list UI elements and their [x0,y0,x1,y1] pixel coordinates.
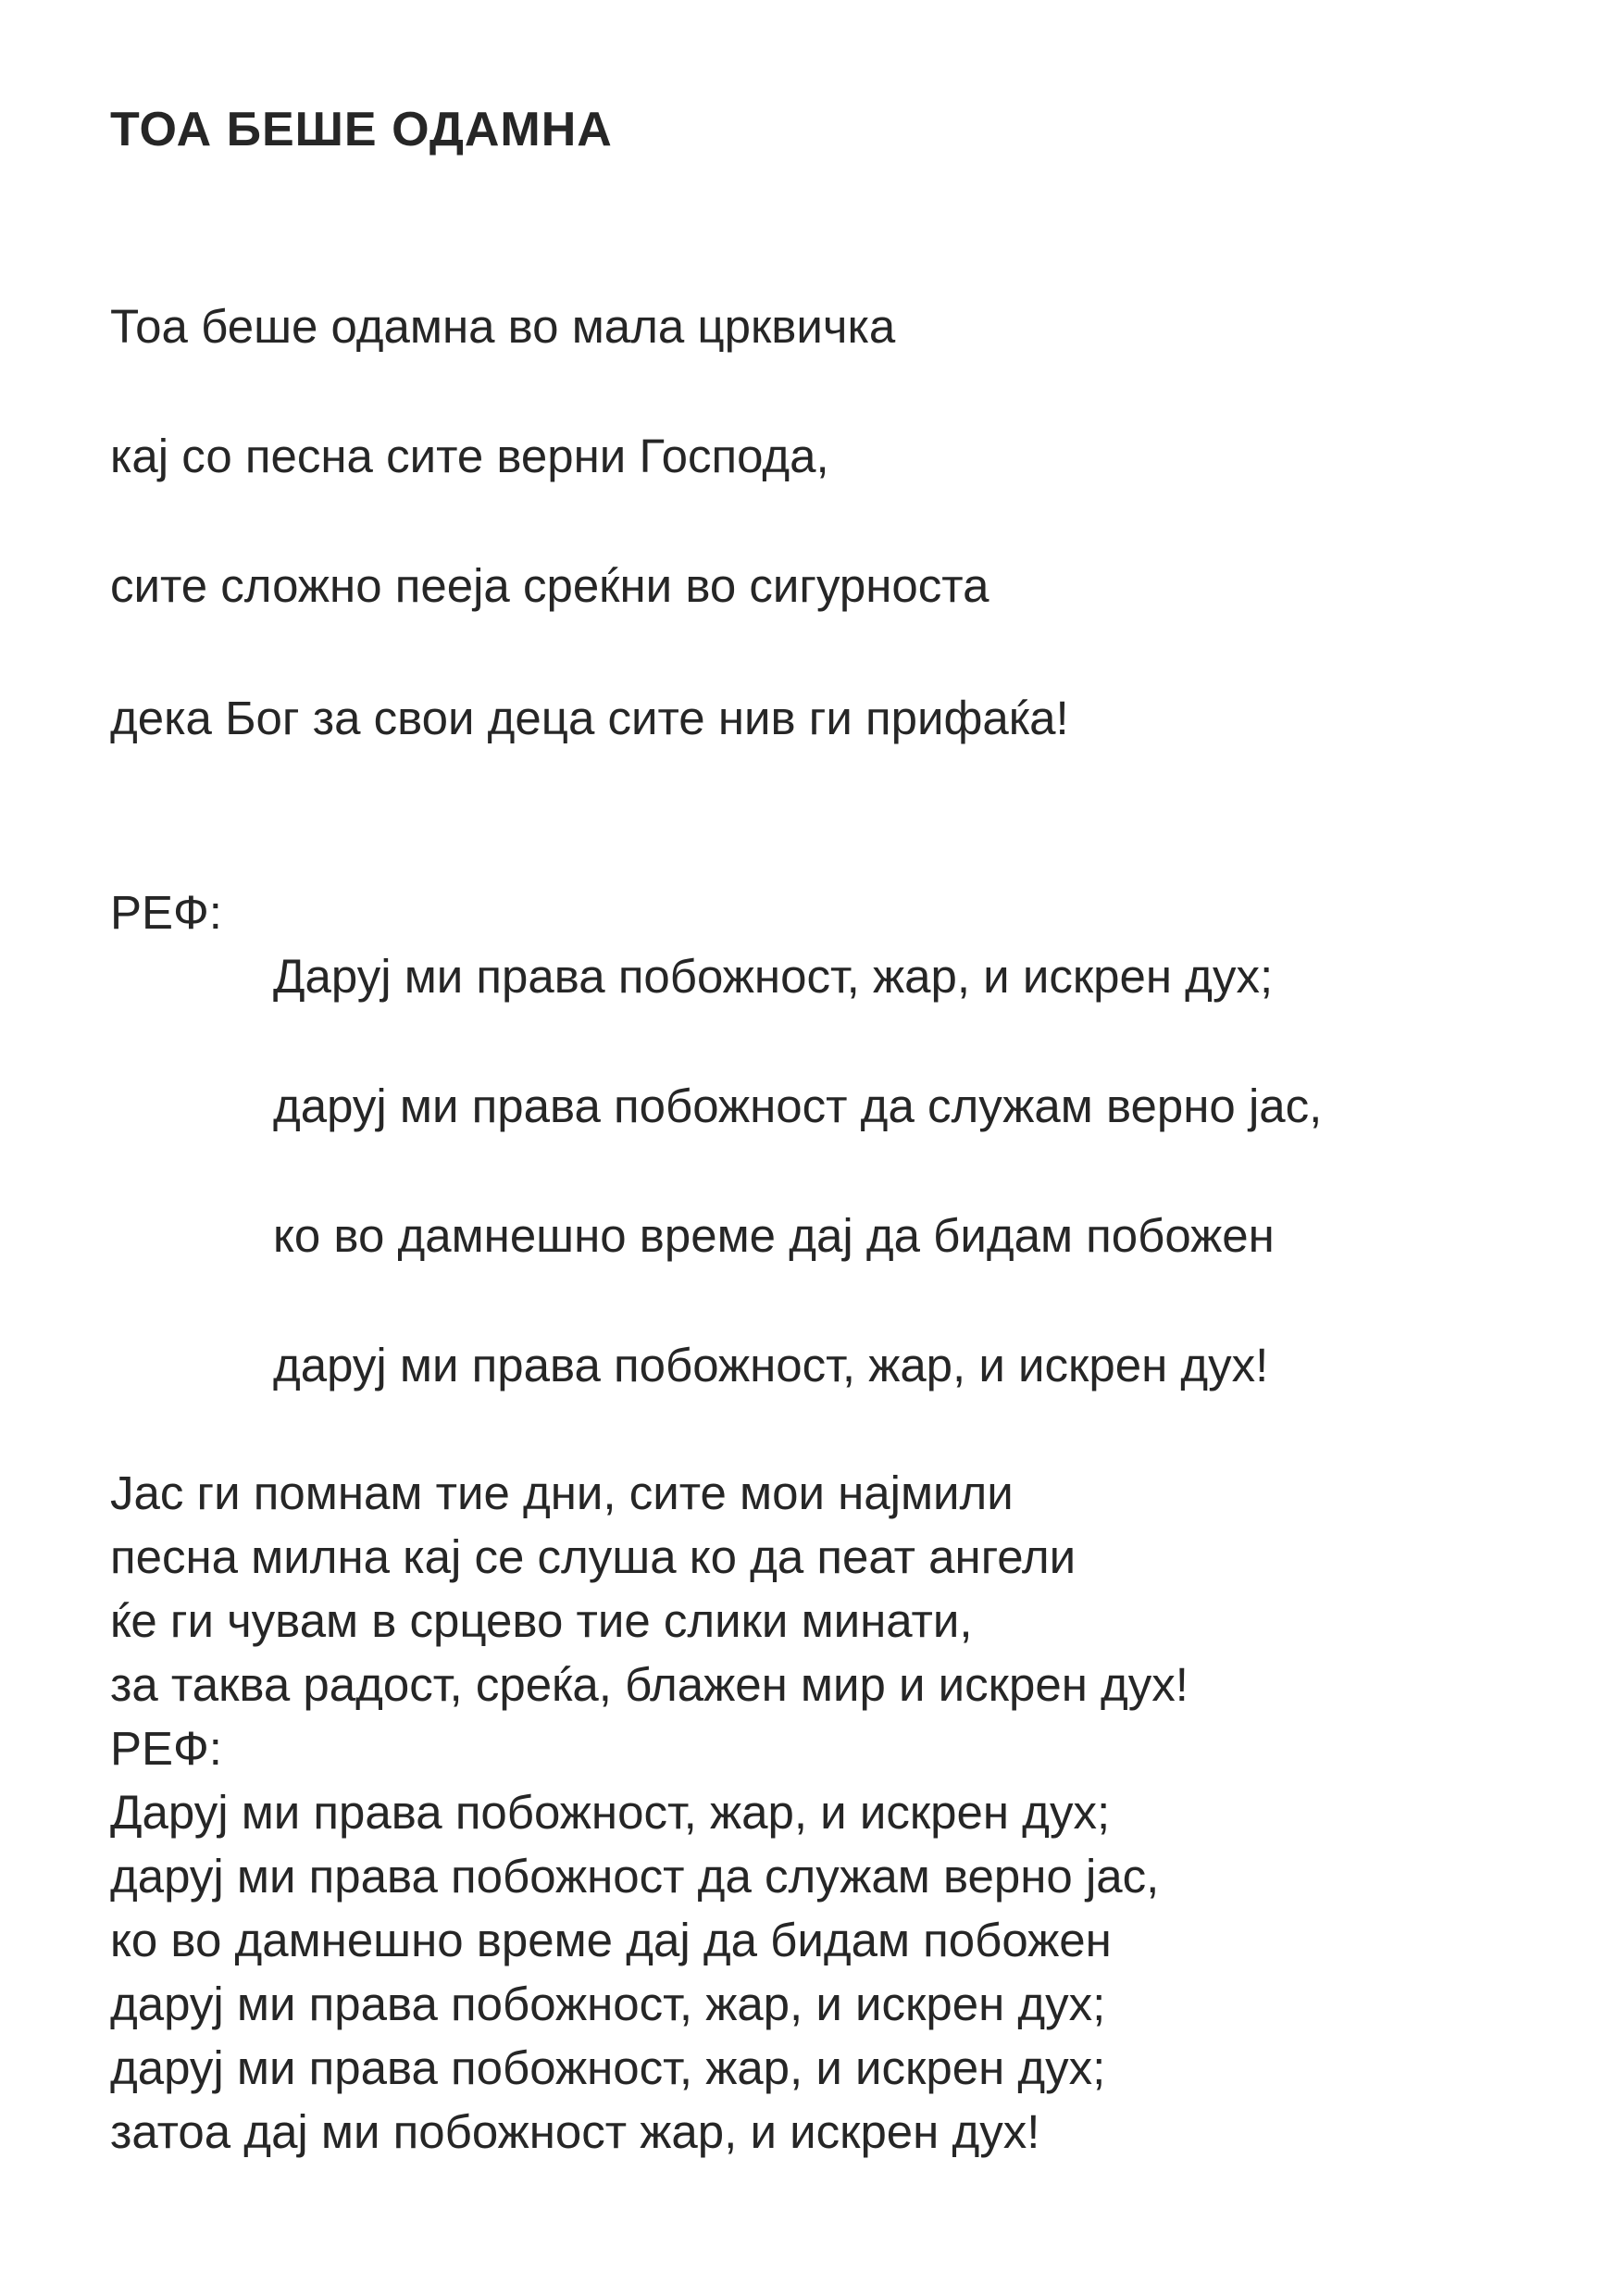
refrain2-line-4: даруј ми права побожност, жар, и искрен дух; [110,1978,1106,2030]
refrain2-label: РЕФ: [110,1722,222,1775]
refrain1-line-3: ко во дамнешно време дај да бидам побожен [273,1209,1275,1262]
verse1-line-1: Тоа беше одамна во мала црквичка [110,300,896,353]
verse2-line-2: песна милна кај се слуша ко да пеат ангели [110,1530,1077,1583]
verse2-line-4: за таква радост, среќа, блажен мир и искрен дух! [110,1658,1189,1711]
refrain2-line-5: даруј ми права побожност, жар, и искрен дух; [110,2041,1106,2094]
verse1-line-2: кај со песна сите верни Господа, [110,430,829,482]
refrain1-line-2: даруј ми права побожност да служам верно јас, [273,1079,1323,1132]
refrain2-line-2: даруј ми права побожност да служам верно јас, [110,1850,1160,1903]
verse1-line-4: дека Бог за свои деца сите нив ги прифаќа! [110,692,1069,744]
verse1-line-3: сите сложно пееја среќни во сигурноста [110,559,989,612]
refrain2-line-1: Даруј ми права побожност, жар, и искрен дух; [110,1786,1111,1839]
refrain1-line-4: даруј ми права побожност, жар, и искрен дух! [273,1339,1269,1391]
song-title: ТОА БЕШЕ ОДАМНА [110,103,613,156]
refrain1-line-1: Даруј ми права побожност, жар, и искрен дух; [273,950,1274,1003]
refrain1-label: РЕФ: [110,886,222,939]
verse2-line-3: ќе ги чувам в срцево тие слики минати, [110,1594,973,1647]
refrain2-line-3: ко во дамнешно време дај да бидам побожен [110,1914,1112,1966]
verse2-line-1: Јас ги помнам тие дни, сите мои најмили [110,1466,1014,1519]
refrain2-line-6: затоа дај ми побожност жар, и искрен дух! [110,2105,1040,2158]
